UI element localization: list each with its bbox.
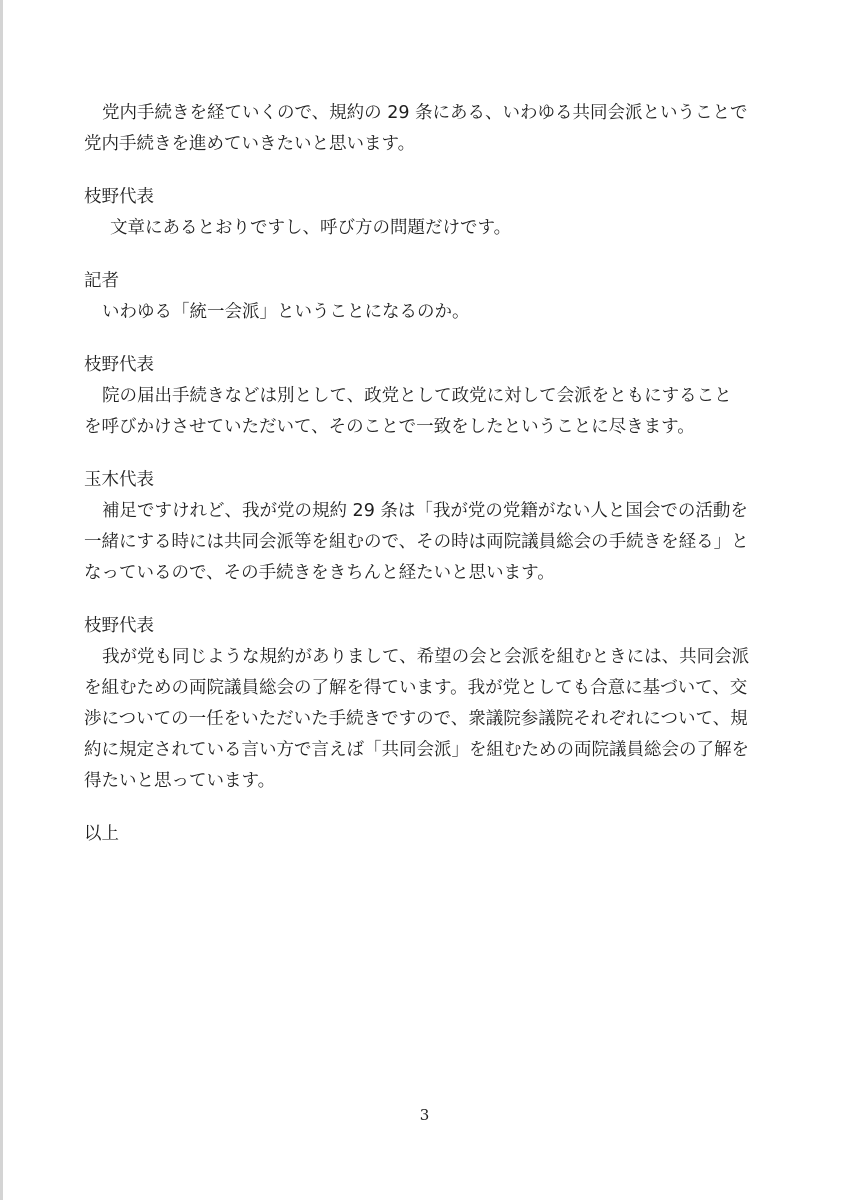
closing-mark: 以上: [84, 824, 119, 844]
text-line: 得たいと思っています。: [84, 771, 276, 791]
speaker-name: 玉木代表: [84, 470, 154, 490]
text-line: 院の届出手続きなどは別として、政党として政党に対して会派をともにすること: [102, 386, 732, 406]
transcript-body: [84, 98, 784, 850]
text-line: 党内手続きを進めていきたいと思います。: [84, 134, 416, 154]
statement-edano-2: [84, 350, 784, 443]
text-line: 我が党も同じような規約がありまして、希望の会と会派を組むときには、共同会派: [102, 647, 750, 667]
question-reporter: [84, 266, 784, 328]
text-line: いわゆる「統一会派」ということになるのか。: [102, 302, 470, 322]
scan-edge-shadow: [0, 0, 3, 1200]
statement-edano-3: [84, 611, 784, 797]
text-line: なっているので、その手続きをきちんと経たいと思います。: [84, 563, 555, 583]
speaker-name: 枝野代表: [84, 616, 154, 636]
page-number: 3: [419, 1106, 430, 1124]
speaker-name: 枝野代表: [84, 187, 154, 207]
speaker-name: 枝野代表: [84, 355, 154, 375]
statement-tamaki: [84, 465, 784, 589]
statement-edano-1: [84, 182, 784, 244]
speaker-name: 記者: [84, 271, 119, 291]
text-line: 補足ですけれど、我が党の規約 29 条は「我が党の党籍がない人と国会での活動を: [102, 501, 748, 521]
paragraph-continuation: [84, 98, 784, 160]
text-line: 一緒にする時には共同会派等を組むので、その時は両院議員総会の手続きを経る」と: [84, 532, 749, 552]
text-line: を呼びかけさせていただいて、そのことで一致をしたということに尽きます。: [84, 417, 695, 437]
text-line: 渉についての一任をいただいた手続きですので、衆議院参議院それぞれについて、規: [84, 709, 748, 729]
text-line: 文章にあるとおりですし、呼び方の問題だけです。: [110, 218, 512, 238]
text-line: 党内手続きを経ていくので、規約の 29 条にある、いわゆる共同会派ということで: [102, 103, 748, 123]
text-line: 約に規定されている言い方で言えば「共同会派」を組むための両院議員総会の了解を: [84, 740, 749, 760]
text-line: を組むための両院議員総会の了解を得ています。我が党としても合意に基づいて、交: [84, 678, 748, 698]
